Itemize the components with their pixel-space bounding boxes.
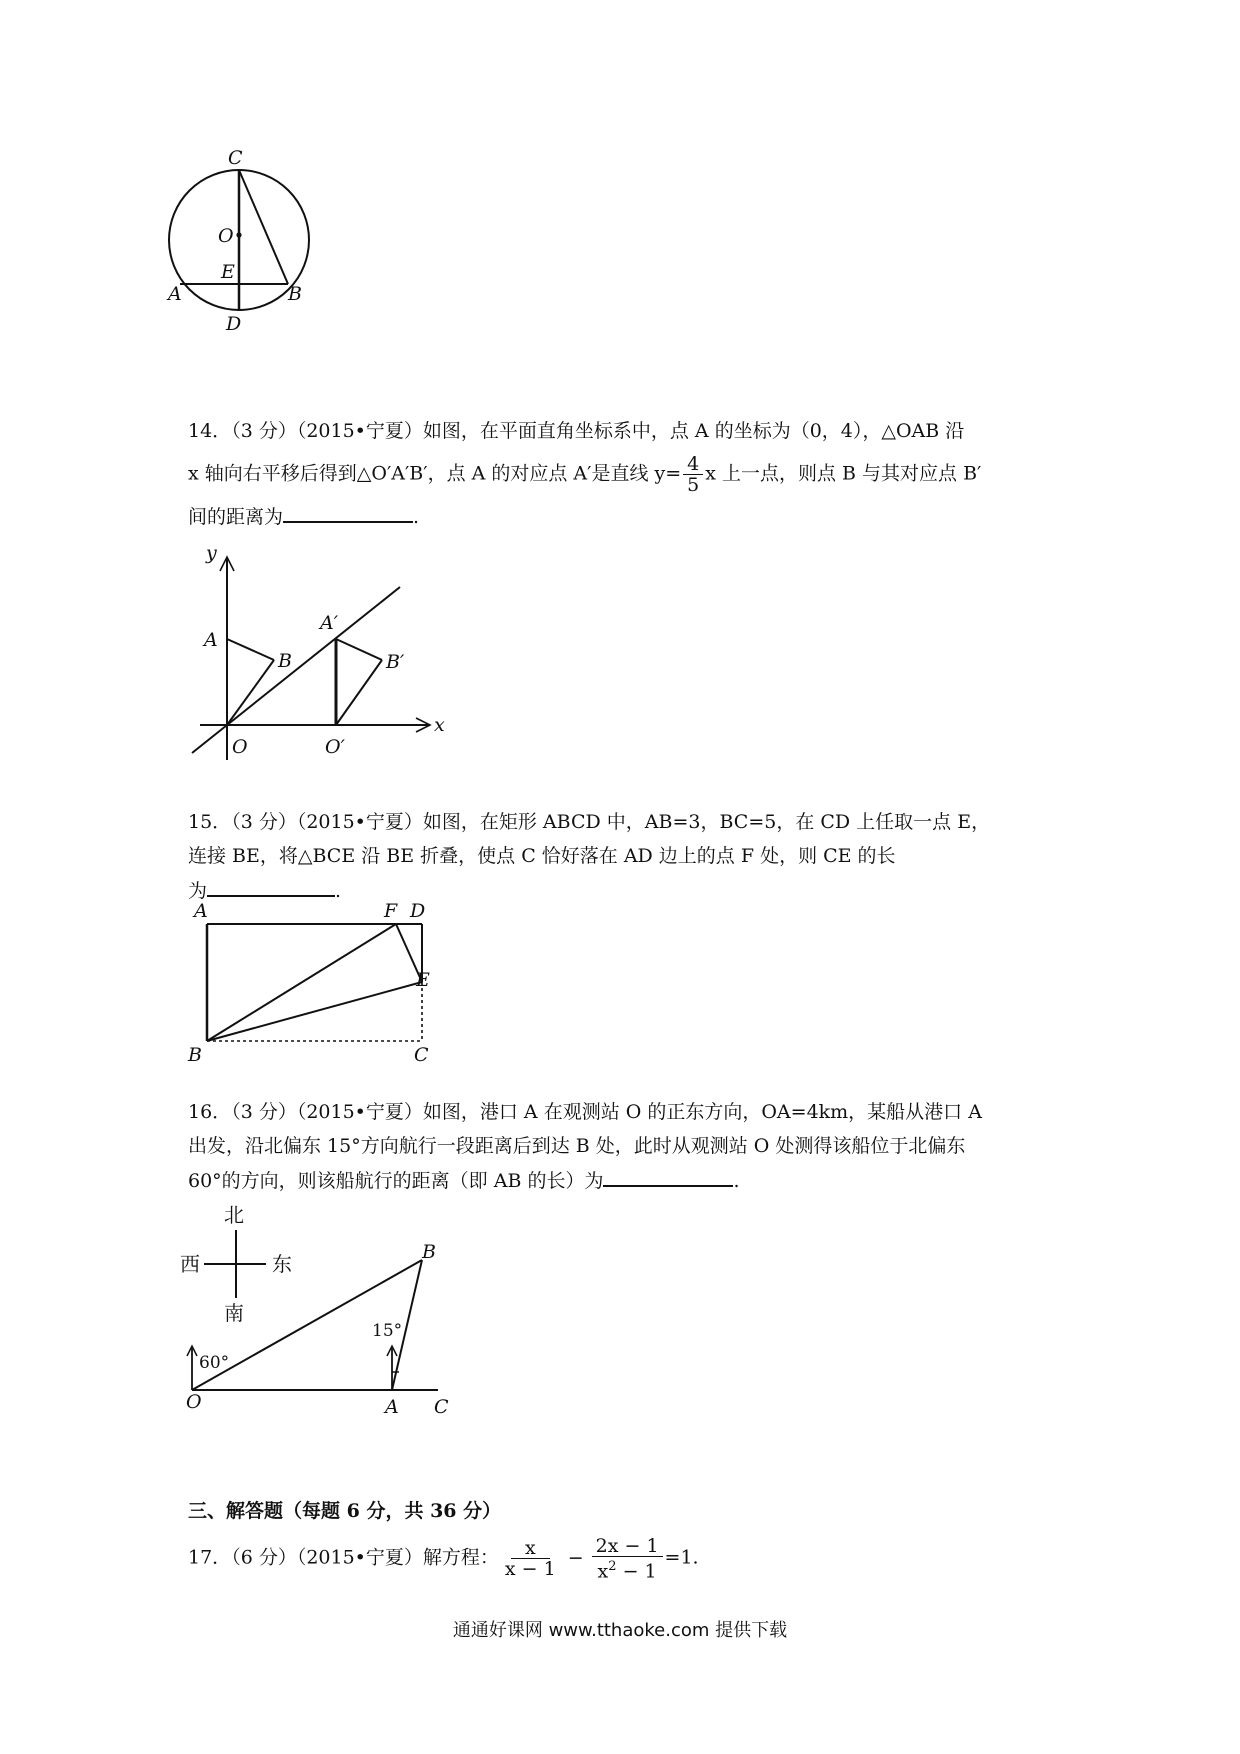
q17-frac2-den	[594, 1557, 661, 1581]
q15-text-b: 连接 BE，将△BCE 沿 BE 折叠，使点 C 恰好落在 AD 边上的点 F 处，则 CE 的长	[188, 845, 896, 867]
fig15-label-c: C	[414, 1044, 429, 1066]
q14-text-b: x 轴向右平移后得到△O′A′B′，点 A 的对应点 A′是直线 y=	[188, 462, 682, 485]
fig15-label-d: D	[410, 900, 426, 922]
q14-line-2	[188, 454, 1068, 495]
q15-score: （3 分）	[231, 811, 297, 833]
fig14-label-y: y	[206, 545, 217, 564]
q14-fraction	[683, 454, 703, 495]
fig13-label-b: B	[288, 283, 302, 305]
q16-text-c: 60°的方向，则该船航行的距离（即 AB 的长）为	[188, 1170, 604, 1192]
q15-line-1	[188, 805, 1068, 839]
footer-source: 通通好课网 www.tthaoke.com 提供下载	[452, 1620, 788, 1641]
fig16-north-label: 北	[224, 1203, 244, 1227]
q14-score: （3 分）	[231, 420, 297, 442]
q14-line-3	[188, 499, 1068, 534]
fig16-label-b: B	[422, 1241, 436, 1263]
figure-14-coordinate-plane	[180, 545, 460, 770]
fig13-label-a: A	[168, 283, 182, 305]
q16-line-1	[188, 1095, 1068, 1129]
question-16	[188, 1095, 1068, 1198]
fig14-label-o: O	[232, 736, 248, 758]
q17-text-a: 解方程：	[422, 1546, 499, 1569]
q17-frac2-num: 2x − 1	[592, 1536, 663, 1557]
fig16-angle-15: 15°	[372, 1321, 403, 1341]
fig16-south-label: 南	[224, 1301, 244, 1325]
q16-text-b: 出发，沿北偏东 15°方向航行一段距离后到达 B 处，此时从观测站 O 处测得该船位于北偏东	[188, 1135, 966, 1157]
q15-source: （2015•宁夏）	[296, 811, 423, 833]
q16-score: （3 分）	[231, 1101, 297, 1123]
q14-number: 14．	[188, 420, 232, 442]
section-3-heading: 三、解答题（每题 6 分，共 36 分）	[188, 1500, 502, 1522]
q17-rhs: =1.	[664, 1546, 699, 1569]
fig13-label-d: D	[226, 313, 242, 335]
q17-score: （6 分）	[231, 1546, 297, 1569]
fig14-label-b-prime: B′	[386, 651, 405, 673]
fig15-label-b: B	[188, 1044, 202, 1066]
q15-line-2	[188, 839, 1068, 873]
q14-source: （2015•宁夏）	[296, 420, 423, 442]
fig15-label-a: A	[194, 900, 208, 922]
fig15-label-e: E	[416, 969, 430, 991]
q15-end: .	[335, 880, 342, 902]
q15-answer-blank[interactable]	[207, 873, 335, 897]
fig16-label-c: C	[434, 1396, 449, 1418]
question-14	[188, 414, 1068, 534]
q17-number: 17．	[188, 1546, 232, 1569]
q14-text-a: 如图，在平面直角坐标系中，点 A 的坐标为（0，4），△OAB 沿	[422, 420, 965, 442]
q14-text-c: x 上一点，则点 B 与其对应点 B′	[705, 462, 982, 485]
q15-number: 15．	[188, 811, 232, 833]
q16-number: 16．	[188, 1101, 232, 1123]
figure-15-rectangle	[180, 900, 440, 1070]
q17-frac2-den-base: x	[597, 1560, 609, 1583]
q14-answer-blank[interactable]	[283, 499, 413, 523]
fig14-label-b: B	[278, 650, 292, 672]
fig16-east-label: 东	[272, 1252, 292, 1276]
figure-16-navigation	[180, 1200, 510, 1440]
question-17	[188, 1536, 1068, 1581]
fig16-label-a: A	[385, 1396, 399, 1418]
q17-minus: −	[567, 1546, 584, 1569]
q17-fraction-2	[592, 1536, 663, 1581]
fig13-label-e: E	[221, 261, 235, 283]
q14-frac-num: 4	[683, 454, 703, 475]
fig15-label-f: F	[384, 900, 398, 922]
q15-text-a: 如图，在矩形 ABCD 中，AB=3，BC=5，在 CD 上任取一点 E，	[422, 811, 991, 833]
q14-line-1	[188, 414, 1068, 448]
fig14-label-o-prime: O′	[325, 736, 345, 758]
q14-end: .	[413, 506, 420, 528]
q17-fraction-1	[501, 1538, 560, 1579]
fig14-label-x: x	[434, 714, 445, 736]
q16-line-2	[188, 1129, 1068, 1163]
q14-frac-den: 5	[687, 474, 700, 496]
fig16-angle-60: 60°	[199, 1353, 230, 1373]
q16-end: .	[733, 1170, 740, 1192]
q16-answer-blank[interactable]	[603, 1163, 733, 1187]
q17-frac1-den: x − 1	[504, 1558, 556, 1581]
fig13-label-c: C	[228, 150, 243, 169]
q17-source: （2015•宁夏）	[296, 1546, 423, 1569]
question-15	[188, 805, 1068, 908]
q16-text-a: 如图，港口 A 在观测站 O 的正东方向，OA=4km，某船从港口 A	[422, 1101, 982, 1123]
q16-source: （2015•宁夏）	[296, 1101, 423, 1123]
q16-line-3	[188, 1163, 1068, 1198]
fig16-label-o: O	[186, 1391, 202, 1413]
figure-13-circle	[160, 150, 340, 360]
q17-frac1-num: x	[511, 1538, 550, 1559]
q14-text-d: 间的距离为	[188, 506, 284, 528]
fig14-label-a: A	[204, 629, 218, 651]
fig14-label-a-prime: A′	[320, 612, 339, 634]
fig16-west-label: 西	[180, 1252, 200, 1276]
q17-frac2-den-exp: 2	[608, 1559, 617, 1574]
q15-text-c: 为	[188, 880, 208, 902]
fig13-label-o: O	[218, 225, 234, 247]
q17-frac2-den-tail: − 1	[616, 1560, 657, 1583]
